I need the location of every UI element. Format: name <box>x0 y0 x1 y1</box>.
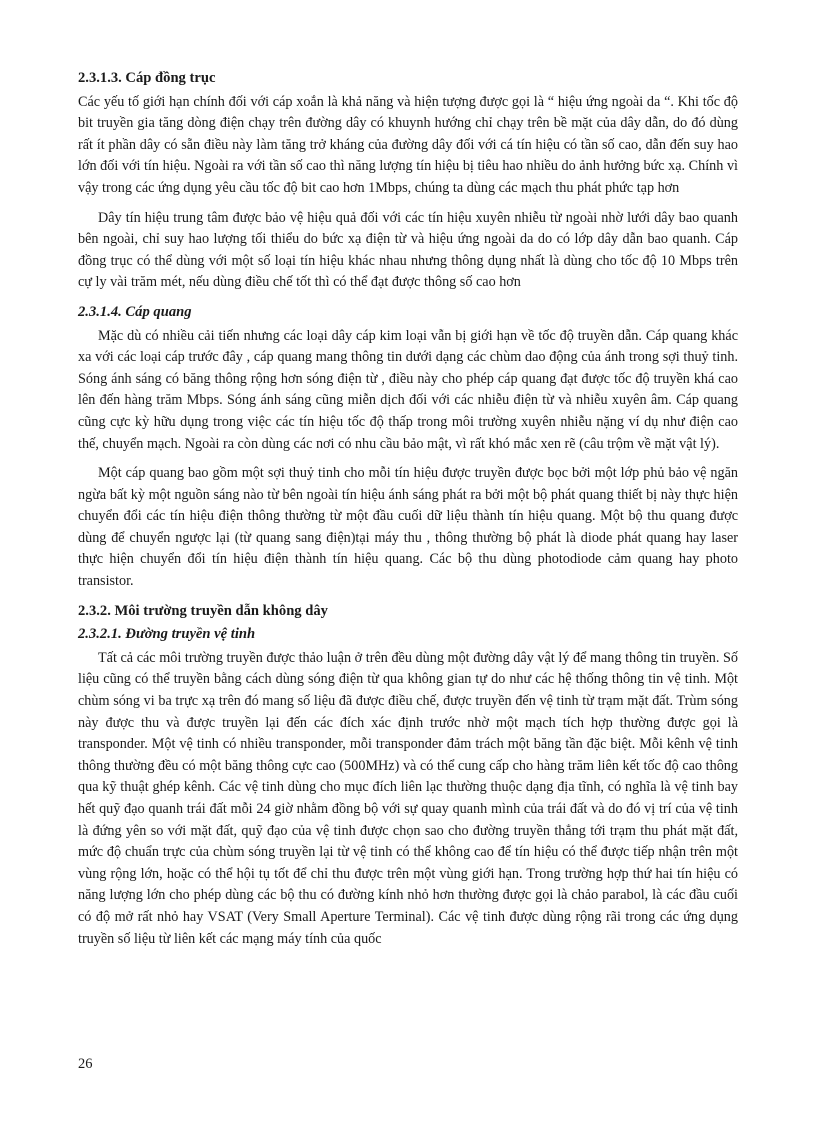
page-number: 26 <box>78 1056 93 1072</box>
heading-fiber-optic-cable: 2.3.1.4. Cáp quang <box>78 303 192 320</box>
heading-wireless-medium: 2.3.2. Môi trường truyền dẫn không dây <box>78 602 328 619</box>
paragraph: Một cáp quang bao gồm một sợi thuỷ tinh cho mỗi tín hiệu được truyền được bọc bởi một lớp phủ bảo vệ ngăn ngừa bất kỳ một nguồn sáng nào từ bên ngoài tín hiệu ánh sáng phát ra bởi một bộ phát quang thiết bị này thực hiện chuyển đổi các tín hiệu điện thông thường từ một đầu cuối dữ liệu thành tín hiệu quang. Một bộ thu quang được dùng để chuyển ngược lại (từ quang sang điện)tại máy thu , thông thường bộ phát là diode phát quang hay laser thực hiện chuyển đổi tín hiệu điện thành tín hiệu quang. Các bộ thu dùng photodiode cảm quang hay photo transistor. <box>78 465 738 590</box>
heading-coaxial-cable: 2.3.1.3. Cáp đồng trục <box>78 70 216 86</box>
heading-satellite-link: 2.3.2.1. Đường truyền vệ tinh <box>78 626 256 643</box>
page-content <box>78 68 738 958</box>
paragraph: Tất cả các môi trường truyền được thảo luận ở trên đều dùng một đường dây vật lý để mang thông tin truyền. Số liệu cũng có thể truyền bằng cách dùng sóng điện từ qua không gian tự do như các hệ thống thông tin vệ tinh. Một chùm sóng vi ba trực xạ trên đó mang số liệu đã được điều chế, được truyền đến vệ tinh từ trạm mặt đất. Trùm sóng này được thu và được truyền lại đến các đích xác định trước nhờ một mạch tích hợp thường được gọi là transponder. Một vệ tinh có nhiều transponder, mỗi transponder đảm trách một băng tần đặc biệt. Mỗi kênh vệ tinh thông thường đều có một băng thông cực cao (500MHz) và có thể cung cấp cho hàng trăm liên kết tốc độ cao thông qua kỹ thuật ghép kênh. Các vệ tinh dùng cho mục đích liên lạc thường thuộc dạng địa tĩnh, có nghĩa là vệ tinh bay hết quỹ đạo quanh trái đất mỗi 24 giờ nhằm đồng bộ với sự quay quanh mình của trái đất và do đó vị trí của vệ tinh là đứng yên so với mặt đất, quỹ đạo của vệ tinh được chọn sao cho đường truyền thẳng tới trạm thu phát mặt đất, mức độ chuẩn trực của chùm sóng truyền lại từ vệ tinh có thể không cao để tín hiệu có thể được tiếp nhận trên một vùng rộng lớn, hoặc có thể hội tụ tốt để chỉ thu được trên một vùng giới hạn. Trong trường hợp thứ hai tín hiệu có năng lượng lớn cho phép dùng các bộ thu có đường kính nhỏ hơn thường được gọi là chảo parabol, là các đầu cuối có độ mở rất nhỏ hay VSAT (Very Small Aperture Terminal). Các vệ tinh được dùng rộng rãi trong các ứng dụng truyền số liệu từ liên kết các mạng máy tính của quốc <box>78 649 738 947</box>
paragraph: Dây tín hiệu trung tâm được bảo vệ hiệu quả đối với các tín hiệu xuyên nhiễu từ ngoài nhờ lưới dây bao quanh bên ngoài, chỉ suy hao lượng tối thiểu do bức xạ điện từ và hiệu ứng ngoài da do có lớp dây dẫn bao quanh. Cáp đồng trục có thể dùng với một số loại tín hiệu khác nhau nhưng thông dụng nhất là dùng cho tốc độ 10 Mbps trên cự ly vài trăm mét, nếu dùng điều chế tốt thì có thể đạt được thông số cao hơn <box>78 209 738 291</box>
paragraph: Các yếu tố giới hạn chính đối với cáp xoắn là khả năng và hiện tượng được gọi là “ hiệu ứng ngoài da “. Khi tốc độ bit truyền gia tăng dòng điện chạy trên đường dây có khuynh hướng chỉ chạy trên bề mặt của dây dẫn, do đó dùng rất ít phần dây có sẵn điều này làm tăng trở kháng của đường dây đối với cá tín hiệu có tần số cao, dẫn đến suy hao lớn đối với tín hiệu. Ngoài ra với tần số cao thì năng lượng tín hiệu bị tiêu hao nhiều do ảnh hưởng bức xạ. Chính vì vậy trong các ứng dụng yêu cầu tốc độ bit cao hơn 1Mbps, chúng ta dùng các mạch thu phát phức tạp hơn <box>78 93 738 196</box>
paragraph: Mặc dù có nhiều cải tiến nhưng các loại dây cáp kim loại vẫn bị giới hạn về tốc độ truyền dẫn. Cáp quang khác xa với các loại cáp trước đây , cáp quang mang thông tin dưới dạng các chùm dao động của ánh trong sợi thuỷ tinh. Sóng ánh sáng có băng thông rộng hơn sóng điện từ , điều này cho phép cáp quang đạt được tốc độ truyền khá cao lên đến hàng trăm Mbps. Sóng ánh sáng cũng miễn dịch đối với các nhiễu điện từ và nhiễu xuyên âm. Cáp quang cũng cực kỳ hữu dụng trong việc các tín hiệu tốc độ thấp trong môi trường xuyên nhiễu nặng ví dụ như điện cao thế, chuyển mạch. Ngoài ra còn dùng các nơi có nhu cầu bảo mật, vì rất khó mắc xen rẽ (câu trộm về mặt vật lý). <box>78 327 738 452</box>
